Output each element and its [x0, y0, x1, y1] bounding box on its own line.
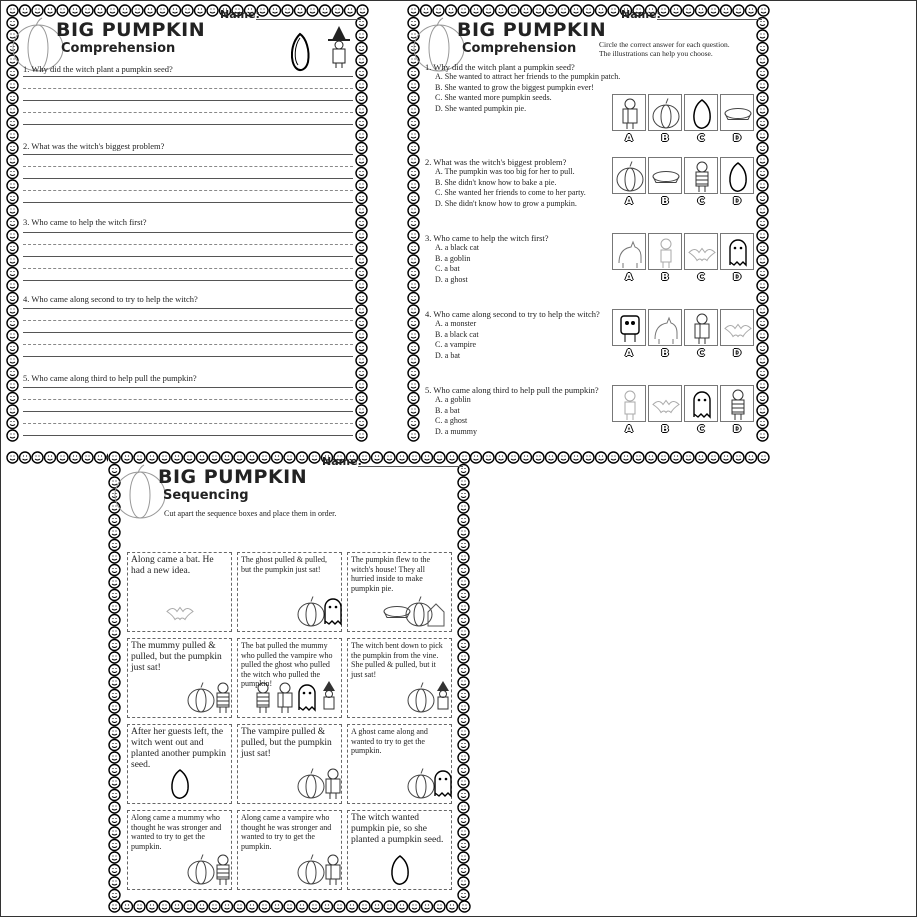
instructions: Cut apart the sequence boxes and place them in order.	[164, 509, 337, 518]
answer-line[interactable]	[23, 280, 353, 281]
choice-image-c[interactable]	[684, 157, 718, 194]
mummy-icon	[206, 851, 240, 888]
answer-guide	[23, 344, 353, 345]
choice-image-b[interactable]	[648, 157, 682, 194]
pumpkin-icon	[613, 158, 647, 195]
sequence-box-text: A ghost came along and wanted to try to get the pumpkin.	[351, 727, 428, 755]
choice-image-b[interactable]	[648, 309, 682, 346]
choice-image-b[interactable]	[648, 94, 682, 131]
worksheet-page-2	[407, 4, 769, 464]
sequence-box[interactable]	[127, 552, 232, 632]
option-c[interactable]: C. a vampire	[435, 340, 477, 349]
choice-image-d[interactable]	[720, 157, 754, 194]
worksheet-page-3	[108, 451, 470, 913]
sequence-box-text: Along came a vampire who thought he was stronger and wanted to try to get the pumpkin.	[241, 813, 332, 851]
choice-image-c[interactable]	[684, 94, 718, 131]
option-a[interactable]: A. The pumpkin was too big for her to pull.	[435, 167, 575, 176]
sequence-box-text: The witch bent down to pick the pumpkin from the vine. She pulled & pulled, but it just sat!	[351, 641, 443, 679]
answer-line[interactable]	[23, 411, 353, 412]
instructions-line-1: Circle the correct answer for each question.	[599, 40, 730, 49]
sequence-box-text: The mummy pulled & pulled, but the pumpkin just sat!	[131, 641, 222, 673]
cat-icon	[649, 310, 683, 347]
choice-letter-b[interactable]: B	[661, 272, 669, 283]
answer-guide	[23, 112, 353, 113]
choice-image-b[interactable]	[648, 233, 682, 270]
bat-icon	[685, 234, 719, 271]
pumpkin-icon	[649, 95, 683, 132]
goblin-icon	[649, 234, 683, 271]
choice-letter-b[interactable]: B	[661, 424, 669, 435]
name-line[interactable]	[256, 19, 361, 20]
pie-icon	[649, 158, 683, 195]
question-3: 3. Who came to help the witch first?	[23, 217, 147, 227]
seed-icon	[163, 765, 197, 802]
mummy-icon	[685, 158, 719, 195]
option-d[interactable]: D. She wanted pumpkin pie.	[435, 103, 527, 113]
choice-image-d[interactable]	[720, 385, 754, 422]
name-line[interactable]	[657, 19, 762, 20]
page-title: BIG PUMPKIN	[56, 19, 206, 41]
choice-letter-d[interactable]: D	[732, 424, 742, 435]
bat-icon	[721, 310, 755, 347]
choice-letter-d[interactable]: D	[732, 272, 742, 283]
cat-icon	[613, 234, 647, 271]
page-subtitle: Comprehension	[61, 41, 176, 56]
choice-image-a[interactable]	[612, 309, 646, 346]
witch-icon	[312, 679, 346, 716]
answer-line[interactable]	[23, 332, 353, 333]
bat-icon	[649, 386, 683, 423]
seed-icon	[288, 32, 312, 72]
question-2: 2. What was the witch's biggest problem?	[23, 141, 165, 151]
name-label: Name:	[621, 8, 661, 21]
seed-icon	[383, 851, 417, 888]
option-b[interactable]: B. a black cat	[435, 329, 479, 339]
answer-line[interactable]	[23, 308, 353, 309]
option-a[interactable]: A. She wanted to attract her friends to the pumpkin patch.	[435, 72, 621, 81]
answer-line[interactable]	[23, 232, 353, 233]
sequence-box-text: The vampire pulled & pulled, but the pumpkin just sat!	[241, 727, 332, 759]
answer-line[interactable]	[23, 356, 353, 357]
sequence-box[interactable]	[237, 724, 342, 804]
option-c[interactable]: C. She wanted her friends to come to her party.	[435, 188, 586, 197]
option-c[interactable]: C. She wanted more pumpkin seeds.	[435, 93, 552, 102]
instructions-line-2: The illustrations can help you choose.	[599, 49, 713, 58]
sequence-box[interactable]	[237, 552, 342, 632]
option-a[interactable]: A. a goblin	[435, 395, 471, 404]
option-b[interactable]: B. a goblin	[435, 253, 471, 263]
sequence-box[interactable]	[127, 724, 232, 804]
choice-image-a[interactable]	[612, 157, 646, 194]
choice-letter-c[interactable]: C	[697, 196, 705, 207]
question-2: 2. What was the witch's biggest problem?	[425, 157, 567, 167]
sequence-box[interactable]	[237, 810, 342, 890]
sequence-box-text: Along came a bat. He had a new idea.	[131, 555, 214, 576]
answer-guide	[23, 244, 353, 245]
answer-line[interactable]	[23, 435, 353, 436]
seed-icon	[721, 158, 755, 195]
sequence-box[interactable]	[347, 638, 452, 718]
vampire-icon	[613, 95, 647, 132]
ghost-icon	[721, 234, 755, 271]
choice-letter-c[interactable]: C	[697, 272, 705, 283]
sequence-box-text: The ghost pulled & pulled, but the pumpkin just sat!	[241, 555, 327, 574]
choice-image-d[interactable]	[720, 309, 754, 346]
choice-image-c[interactable]	[684, 233, 718, 270]
choice-image-c[interactable]	[684, 385, 718, 422]
question-4: 4. Who came along second to try to help the witch?	[23, 294, 198, 304]
question-1: 1. Why did the witch plant a pumpkin seed?	[23, 64, 173, 74]
name-line[interactable]	[358, 466, 463, 467]
page-subtitle: Sequencing	[163, 488, 249, 503]
choice-letter-a[interactable]: A	[625, 272, 633, 283]
page-subtitle: Comprehension	[462, 41, 577, 56]
option-b[interactable]: B. a bat	[435, 405, 460, 415]
witch-icon	[426, 679, 460, 716]
vampire-icon	[685, 310, 719, 347]
question-1: 1. Why did the witch plant a pumpkin seed?	[425, 62, 575, 72]
pie-icon	[721, 95, 755, 132]
answer-guide	[23, 320, 353, 321]
sequence-box-text: The bat pulled the mummy who pulled the vampire who pulled the ghost who pulled the witch who pulled the pumpkin!	[241, 641, 333, 688]
answer-guide	[23, 88, 353, 89]
goblin-icon	[613, 386, 647, 423]
choice-image-b[interactable]	[648, 385, 682, 422]
page-title: BIG PUMPKIN	[158, 466, 308, 488]
question-4: 4. Who came along second to try to help the witch?	[425, 309, 600, 319]
answer-line[interactable]	[23, 202, 353, 203]
choice-image-d[interactable]	[720, 233, 754, 270]
choice-image-a[interactable]	[612, 94, 646, 131]
option-d[interactable]: D. She didn't know how to grow a pumpkin.	[435, 198, 577, 208]
choice-letter-b[interactable]: B	[661, 133, 669, 144]
choice-letter-a[interactable]: A	[625, 133, 633, 144]
choice-image-d[interactable]	[720, 94, 754, 131]
sequence-box[interactable]	[127, 638, 232, 718]
page-title: BIG PUMPKIN	[457, 19, 607, 41]
choice-image-a[interactable]	[612, 233, 646, 270]
choice-letter-a[interactable]: A	[625, 348, 633, 359]
name-label: Name:	[322, 455, 362, 468]
answer-guide	[23, 166, 353, 167]
option-c[interactable]: C. a ghost	[435, 416, 468, 425]
vampire-icon	[316, 765, 350, 802]
sequence-box-text: The witch wanted pumpkin pie, so she planted a pumpkin seed.	[351, 813, 444, 845]
sequence-box-text: After her guests left, the witch went out and planted another pumpkin seed.	[131, 727, 226, 770]
option-a[interactable]: A. a black cat	[435, 243, 479, 252]
sequence-box[interactable]	[347, 724, 452, 804]
option-d[interactable]: D. a bat	[435, 350, 461, 360]
mummy-icon	[206, 679, 240, 716]
question-5: 5. Who came along third to help pull the pumpkin?	[425, 385, 599, 395]
choice-letter-d[interactable]: D	[732, 133, 742, 144]
worksheet-page-1	[6, 4, 368, 464]
name-label: Name:	[220, 8, 260, 21]
answer-line[interactable]	[23, 387, 353, 388]
option-c[interactable]: C. a bat	[435, 264, 460, 273]
choice-letter-c[interactable]: C	[697, 424, 705, 435]
ghost-icon	[685, 386, 719, 423]
sequence-box-text: Along came a mummy who thought he was stronger and wanted to try to get the pumpkin.	[131, 813, 222, 851]
option-b[interactable]: B. She wanted to grow the biggest pumpkin ever!	[435, 82, 594, 92]
mummy-icon	[721, 386, 755, 423]
option-d[interactable]: D. a mummy	[435, 426, 477, 436]
answer-line[interactable]	[23, 154, 353, 155]
house-icon	[424, 593, 458, 630]
answer-line[interactable]	[23, 256, 353, 257]
choice-letter-c[interactable]: C	[697, 133, 705, 144]
sequence-box-text: The pumpkin flew to the witch's house! They all hurried inside to make pumpkin pie.	[351, 555, 431, 593]
monster-icon	[613, 310, 647, 347]
choice-image-a[interactable]	[612, 385, 646, 422]
seed-icon	[685, 95, 719, 132]
choice-image-c[interactable]	[684, 309, 718, 346]
ghost-icon	[426, 765, 460, 802]
choice-letter-c[interactable]: C	[697, 348, 705, 359]
option-b[interactable]: B. She didn't know how to bake a pie.	[435, 177, 557, 187]
vampire-icon	[316, 851, 350, 888]
choice-letter-a[interactable]: A	[625, 424, 633, 435]
choice-letter-d[interactable]: D	[732, 196, 742, 207]
question-5: 5. Who came along third to help pull the pumpkin?	[23, 373, 197, 383]
sequence-box[interactable]	[237, 638, 342, 718]
choice-letter-a[interactable]: A	[625, 196, 633, 207]
answer-guide	[23, 423, 353, 424]
answer-line[interactable]	[23, 76, 353, 77]
choice-letter-b[interactable]: B	[661, 348, 669, 359]
answer-line[interactable]	[23, 178, 353, 179]
option-a[interactable]: A. a monster	[435, 319, 477, 328]
choice-letter-b[interactable]: B	[661, 196, 669, 207]
answer-guide	[23, 268, 353, 269]
choice-letter-d[interactable]: D	[732, 348, 742, 359]
option-d[interactable]: D. a ghost	[435, 274, 468, 284]
question-3: 3. Who came to help the witch first?	[425, 233, 549, 243]
answer-guide	[23, 190, 353, 191]
answer-line[interactable]	[23, 124, 353, 125]
bat-icon	[163, 593, 197, 630]
ghost-icon	[316, 593, 350, 630]
sequence-box[interactable]	[127, 810, 232, 890]
sequence-box[interactable]	[347, 810, 452, 890]
sequence-box[interactable]	[347, 552, 452, 632]
answer-line[interactable]	[23, 100, 353, 101]
answer-guide	[23, 399, 353, 400]
witch-icon	[324, 24, 354, 68]
